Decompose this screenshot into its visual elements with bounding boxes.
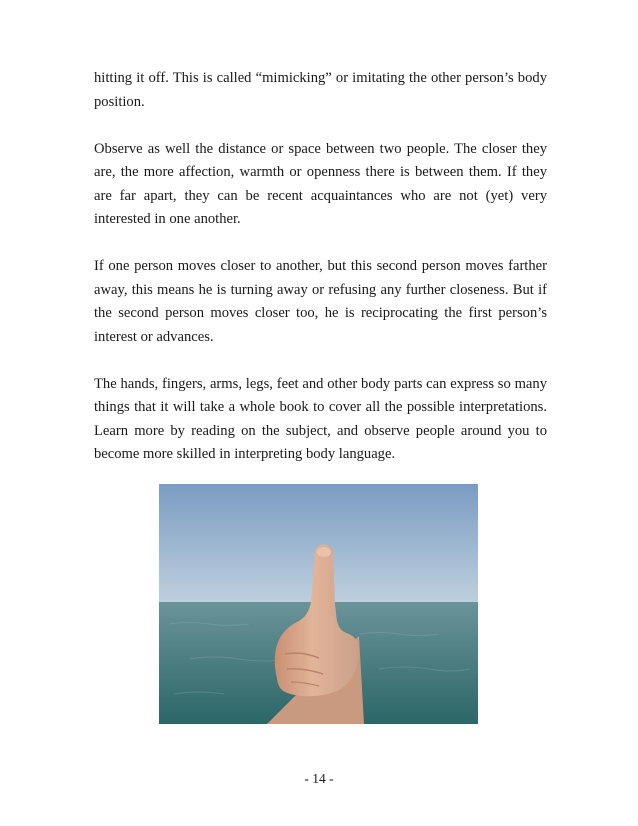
paragraph-1: hitting it off. This is called “mimicking” or imitating the other person’s body position. [94, 70, 547, 110]
page-number: - 14 - [304, 771, 334, 786]
paragraph-4: The hands, fingers, arms, legs, feet and other body parts can express so many things that it will take a whole book to cover all the possible interpretations. Learn more by reading on the subject, and observe people around you to become more skilled in interpreting body language. [94, 375, 547, 462]
paragraph-3: If one person moves closer to another, but this second person moves farther away, this means he is turning away or refusing any further closeness. But if the second person moves closer too, he is reciprocating the first person’s interest or advances. [94, 258, 547, 345]
body-text [94, 67, 547, 490]
thumbs-up-illustration [159, 484, 478, 724]
paragraph-2: Observe as well the distance or space between two people. The closer they are, the more affection, warmth or openness there is between them. If they are far apart, they can be recent acquaintances who are not (yet) very interested in one another. [94, 140, 547, 227]
thumbs-up-photo [159, 484, 478, 724]
